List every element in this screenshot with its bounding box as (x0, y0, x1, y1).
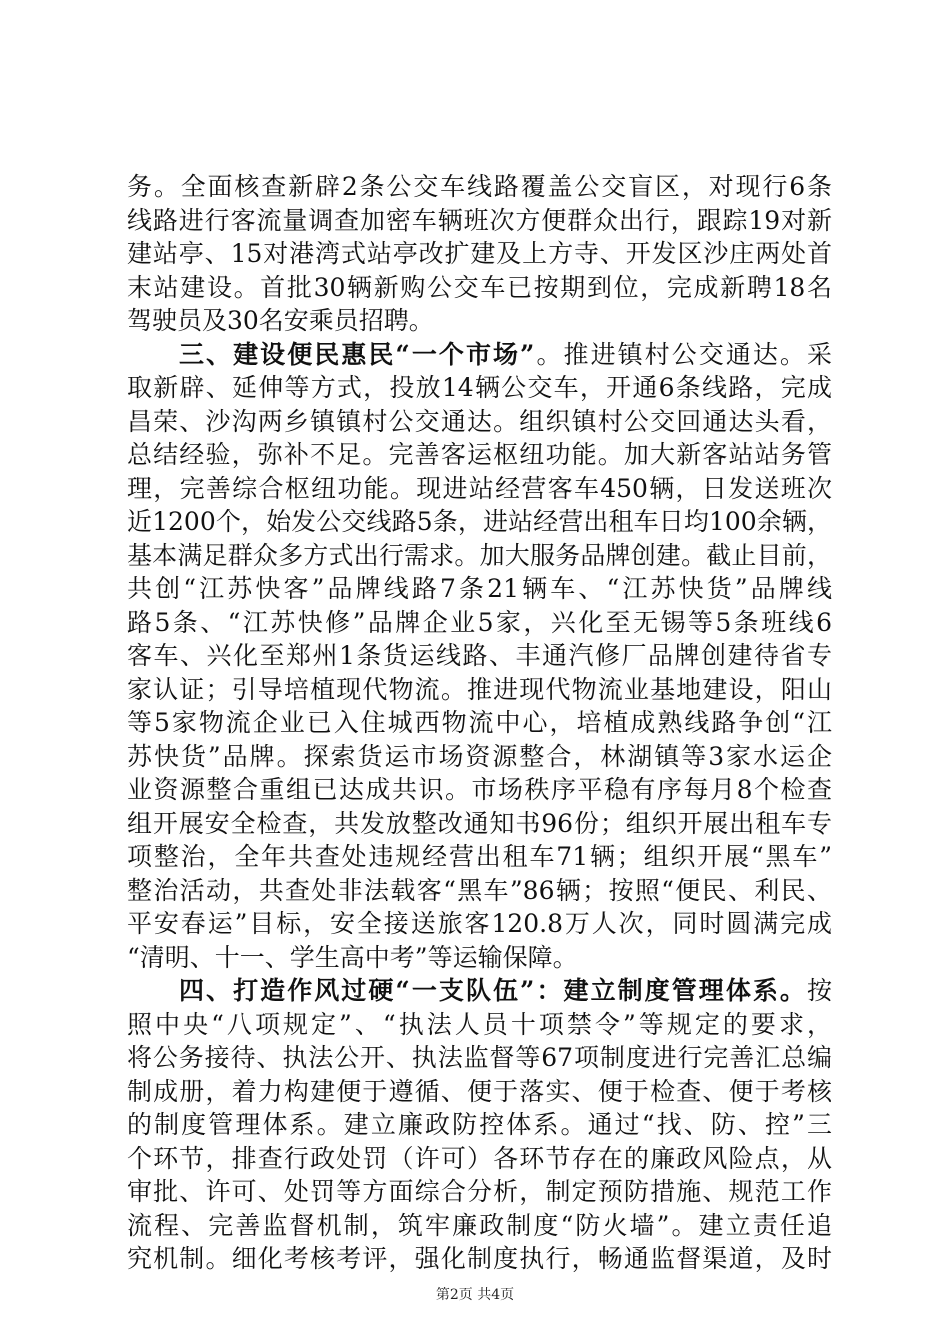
text-line: 的制度管理体系。建立廉政防控体系。通过“找、防、控”三 (127, 1110, 832, 1139)
text-line: 个环节，排查行政处罚（许可）各环节存在的廉政风险点，从 (127, 1143, 832, 1173)
page-footer (0, 1285, 950, 1305)
text-line: 制成册，着力构建便于遵循、便于落实、便于检查、便于考核 (127, 1076, 832, 1106)
text-line: 苏快货”品牌。探索货运市场资源整合，林湖镇等3家水运企 (127, 741, 832, 771)
text-line (127, 974, 832, 1008)
text-line: 家认证；引导培植现代物流。推进现代物流业基地建设，阳山 (127, 674, 832, 704)
text-line: 共创“江苏快客”品牌线路7条21辆车、“江苏快货”品牌线 (127, 574, 832, 603)
text-line: 驾驶员及30名安乘员招聘。 (127, 306, 434, 335)
text-line: 理，完善综合枢纽功能。现进站经营客车450辆，日发送班次 (127, 473, 832, 503)
text-line (127, 338, 832, 372)
text-line: 取新辟、延伸等方式，投放14辆公交车，开通6条线路，完成 (127, 373, 832, 402)
text-line: 基本满足群众多方式出行需求。加大服务品牌创建。截止目前， (127, 540, 832, 570)
paragraph-1 (127, 170, 832, 338)
page-number: 第2页 (435, 1287, 473, 1303)
text-line: 近1200个，始发公交线路5条，进站经营出租车日均100余辆， (127, 507, 832, 536)
text-line: 建站亭、15对港湾式站亭改扩建及上方寺、开发区沙庄两处首 (127, 239, 832, 268)
text-line: 将公务接待、执法公开、执法监督等67项制度进行完善汇总编 (127, 1043, 832, 1072)
paragraph-3 (127, 974, 832, 1276)
text-line: 昌荣、沙沟两乡镇镇村公交通达。组织镇村公交回通达头看， (127, 406, 832, 436)
text-line: 客车、兴化至郑州1条货运线路、丰通汽修厂品牌创建待省专 (127, 641, 832, 670)
text-line: 务。全面核查新辟2条公交车线路覆盖公交盲区，对现行6条 (127, 172, 832, 201)
text-line: 线路进行客流量调查加密车辆班次方便群众出行，跟踪19对新 (127, 205, 832, 235)
text-line: “清明、十一、学生高中考”等运输保障。 (127, 942, 578, 972)
text-line: 路5条、“江苏快修”品牌企业5家，兴化至无锡等5条班线6 (127, 607, 832, 637)
text-line: 项整治，全年共查处违规经营出租车71辆；组织开展“黑车” (127, 842, 832, 871)
section-heading-3: 三、建设便民惠民“一个市场” (179, 339, 535, 369)
text-line: 业资源整合重组已达成共识。市场秩序平稳有序每月8个检查 (127, 775, 832, 804)
text-line: 总结经验，弥补不足。完善客运枢纽功能。加大新客站站务管 (127, 440, 832, 469)
text-line: 等5家物流企业已入住城西物流中心，培植成熟线路争创“江 (127, 708, 832, 737)
text-run: 。推进镇村公交通达。采 (534, 339, 832, 369)
text-line: 究机制。细化考核考评，强化制度执行，畅通监督渠道，及时 (127, 1244, 832, 1273)
text-line: 整治活动，共查处非法载客“黑车”86辆；按照“便民、利民、 (127, 875, 832, 905)
text-line: 流程、完善监督机制，筑牢廉政制度“防火墙”。建立责任追 (127, 1210, 832, 1240)
page-total: 共4页 (477, 1287, 515, 1303)
text-line: 组开展安全检查，共发放整改通知书96份；组织开展出租车专 (127, 808, 832, 838)
paragraph-2 (127, 338, 832, 975)
text-run: 按 (806, 976, 832, 1005)
text-line: 平安春运”目标，安全接送旅客120.8万人次，同时圆满完成 (127, 909, 832, 938)
text-line: 审批、许可、处罚等方面综合分析，制定预防措施、规范工作 (127, 1177, 832, 1206)
body-text (127, 170, 832, 1276)
text-line: 末站建设。首批30辆新购公交车已按期到位，完成新聘18名 (127, 272, 832, 302)
section-heading-4: 四、打造作风过硬“一支队伍”：建立制度管理体系。 (179, 976, 807, 1005)
text-line: 照中央“八项规定”、“执法人员十项禁令”等规定的要求， (127, 1009, 832, 1039)
